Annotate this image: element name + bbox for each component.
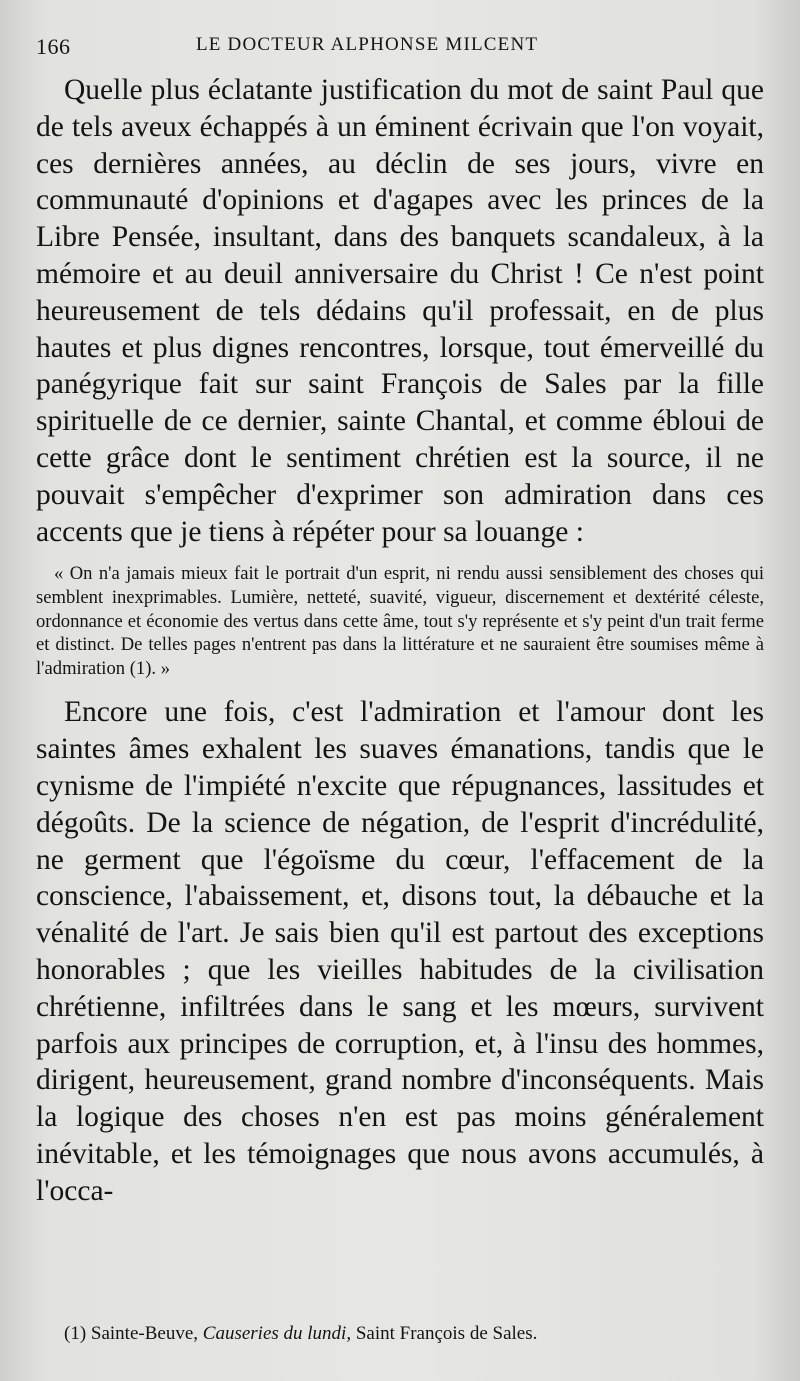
footnote-marker: (1) xyxy=(64,1323,87,1344)
footnote-work-title: Causeries du lundi, xyxy=(202,1323,352,1344)
block-quotation: « On n'a jamais mieux fait le portrait d'un esprit, ni rendu aussi sensiblement des choses qui semblent inexprimables. Lumière, netteté, suavité, vigueur, discernement et dextérité céleste, ordonnance et économie des vertus dans cette âme, tout s'y représente et s'y peint d'un trait ferme et distinct. De telles pages n'entrent pas dans la littérature et ne sauraient être soumises même à l'admiration (1). » xyxy=(36,563,764,679)
page-number: 166 xyxy=(36,34,71,59)
footnote-author: Sainte-Beuve, xyxy=(90,1323,199,1344)
body-text xyxy=(36,72,764,1209)
footnote xyxy=(64,1322,754,1346)
footnote-subject: Saint François de Sales. xyxy=(355,1323,538,1344)
paragraph-1: Quelle plus éclatante justification du mot de saint Paul que de tels aveux échappés à un éminent écrivain que l'on voyait, ces dernières années, au déclin de ses jours, vivre en communauté d'opinions et d'agapes avec les princes de la Libre Pensée, insultant, dans des banquets scandaleux, à la mémoire et au deuil anniversaire du Christ ! Ce n'est point heureusement de tels dédains qu'il professait, en de plus hautes et plus dignes rencontres, lorsque, tout émerveillé du panégyrique fait sur saint François de Sales par la fille spirituelle de ce dernier, sainte Chantal, et comme ébloui de cette grâce dont le sentiment chrétien est la source, il ne pouvait s'empêcher d'exprimer son admiration dans ces accents que je tiens à répéter pour sa louange : xyxy=(36,74,764,548)
paragraph-2: Encore une fois, c'est l'admiration et l'amour dont les saintes âmes exhalent les suaves émanations, tandis que le cynisme de l'impiété n'excite que répugnances, lassitudes et dégoûts. De la science de négation, de l'esprit d'incrédulité, ne germent que l'égoïsme du cœur, l'effacement de la conscience, l'abaissement, et, disons tout, la débauche et la vénalité de l'art. Je sais bien qu'il est partout des exceptions honorables ; que les vieilles habitudes de la civilisation chrétienne, infiltrées dans le sang et les mœurs, survivent parfois aux principes de corruption, et, à l'insu des hommes, dirigent, heureusement, grand nombre d'inconséquents. Mais la logique des choses n'en est pas moins généralement inévitable, et les témoignages que nous avons accumulés, à l'occa- xyxy=(36,696,764,1207)
page-header xyxy=(36,26,764,60)
running-title: LE DOCTEUR ALPHONSE MILCENT xyxy=(196,34,539,55)
